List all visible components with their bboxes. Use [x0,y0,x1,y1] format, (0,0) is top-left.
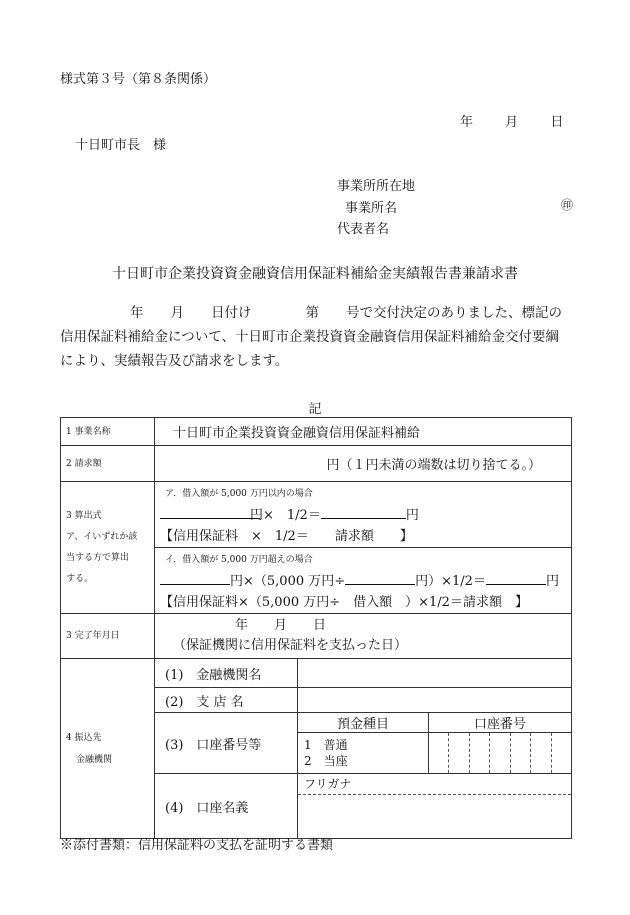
account-no-label: (3) 口座番号等 [155,713,298,774]
label-formula-2: ア、イいずれか該 [66,531,138,542]
label-formula-4: する。 [66,573,94,584]
label-business-name: 1 事業名称 [61,418,155,446]
formula-b-bracket: 【信用保証料×（5,000 万円÷ 借入額 ）×1/2＝請求額 】 [160,595,528,610]
attachment-note: ※添付書類：信用保証料の支払を証明する書類 [60,838,334,853]
account-name-cell [298,774,572,839]
form-table [60,417,572,839]
deposit-type-options[interactable] [298,733,429,774]
label-bank [61,659,155,839]
address-label: 事業所所在地 [337,179,416,194]
business-name-label: 事業所名 [345,201,398,216]
label-bank-1: 4 振込先 [66,732,102,743]
formula-b-heading: イ．借入額が 5,000 万円超えの場合 [165,555,313,565]
deposit-type-2[interactable]: 2 当座 [304,754,348,768]
date-day: 日 [550,115,564,130]
body-line-3: により、実績報告及び請求をします。 [60,353,289,369]
formula-a-calc[interactable]: 円× 1/2＝ 円 [160,504,419,523]
body-line-2: 信用保証料補給金について、十日町市企業投資資金融資信用保証料補給金交付要綱 [60,329,559,345]
formula-a-heading: ア．借入額が 5,000 万円以内の場合 [165,489,313,499]
branch-input[interactable] [298,688,572,713]
label-formula-3: 当する方で算出 [66,552,130,563]
formula-b-calc[interactable]: 円×（5,000 万円÷ 円）×1/2＝ 円 [160,570,559,589]
label-completion-date: 3 完了年月日 [61,614,155,659]
body-line-1: 年 月 日付け 第 号で交付決定のありました、標記の [130,305,562,321]
form-number: 様式第３号（第８条関係） [60,72,217,87]
account-name-input[interactable] [298,795,571,838]
row-claim-amount [61,446,572,482]
label-formula-1: 3 算出式 [66,510,102,521]
bank-table [154,658,572,839]
completion-note: （保証機関に信用保証料を支払った日） [173,638,408,653]
label-formula [61,482,155,614]
seal-icon: ㊞ [561,198,574,212]
representative-label: 代表者名 [337,222,390,237]
row-completion-date [61,614,572,659]
completion-date: 年 月 日 [235,618,327,633]
row-business-name [61,418,572,446]
label-claim-amount: 2 請求額 [61,446,155,482]
date-line [460,111,591,130]
account-name-label: (4) 口座名義 [155,774,298,839]
bank-name-label: (1) 金融機関名 [155,659,298,688]
formula-b [155,548,571,613]
bank-name-input[interactable] [298,659,572,688]
label-bank-2: 金融機関 [76,754,113,765]
ki-heading: 記 [308,402,322,417]
date-month: 月 [505,115,519,130]
account-subtable [297,712,572,774]
formula-cell [155,482,572,614]
account-number-boxes[interactable] [429,733,572,774]
addressee: 十日町市長 様 [75,138,167,153]
furigana-field[interactable]: フリガナ [298,774,571,795]
account-no-cell [298,713,572,774]
account-number-header: 口座番号 [429,713,572,733]
body-paragraph [60,301,580,373]
branch-label: (2) 支 店 名 [155,688,298,713]
deposit-type-1[interactable]: 1 普通 [304,738,348,752]
document-title: 十日町市企業投資資金融資信用保証料補給金実績報告書兼請求書 [112,266,518,282]
value-completion-date[interactable] [155,614,572,659]
value-claim-amount[interactable]: 円（１円未満の端数は切り捨てる。） [155,446,572,482]
value-business-name[interactable]: 十日町市企業投資資金融資信用保証料補給 [155,418,572,446]
row-formula [61,482,572,614]
row-bank [61,659,572,839]
deposit-type-header: 預金種目 [298,713,429,733]
formula-a [155,482,571,548]
bank-cell [155,659,572,839]
formula-a-bracket: 【信用保証料 × 1/2＝ 請求額 】 [160,529,413,544]
date-year: 年 [460,115,474,130]
